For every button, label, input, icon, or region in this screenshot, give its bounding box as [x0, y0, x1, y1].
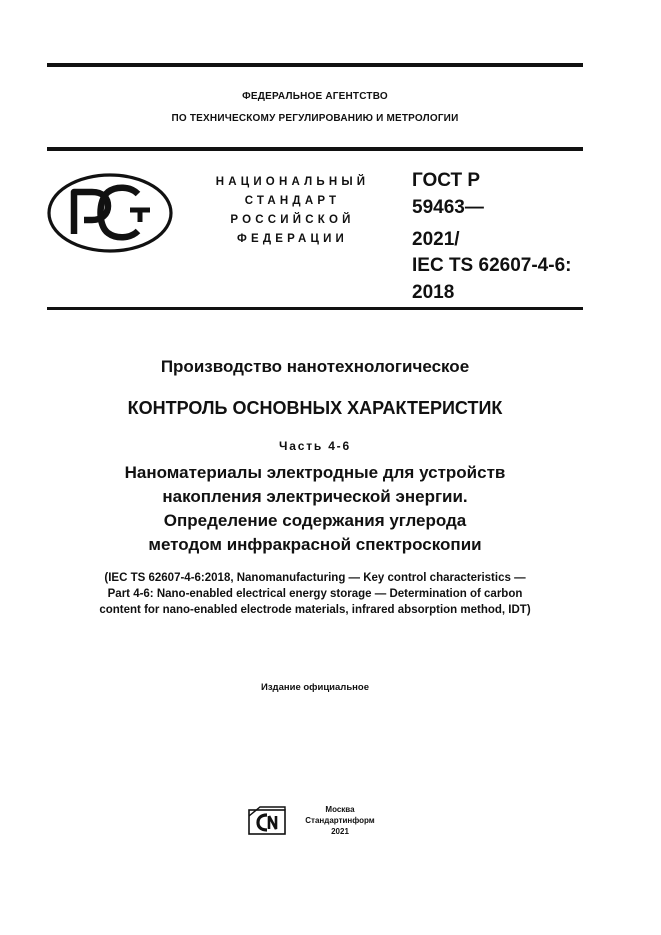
title-part: Часть 4-6	[279, 439, 351, 453]
standard-code-line-3: 2021/	[412, 229, 460, 250]
header-rule	[47, 147, 583, 151]
title-general: Производство нанотехнологическое	[160, 357, 470, 376]
title-sub-line-1: Наноматериалы электродные для устройств	[124, 463, 506, 482]
standard-type-line-1: НАЦИОНАЛЬНЫЙ	[215, 176, 370, 188]
english-title-line-3: content for nano-enabled electrode materials, infrared absorption method, IDT)	[99, 604, 531, 616]
english-title-line-2: Part 4-6: Nano-enabled electrical energy storage — Determination of carbon	[107, 588, 523, 600]
gost-rst-logo	[46, 172, 174, 254]
title-sub-line-4: методом инфракрасной спектроскопии	[148, 535, 482, 554]
standard-code-line-1: ГОСТ Р	[412, 170, 481, 191]
agency-line-1: ФЕДЕРАЛЬНОЕ АГЕНТСТВО	[242, 91, 388, 102]
standartinform-logo	[248, 806, 286, 836]
publisher-city: Москва	[325, 805, 355, 814]
title-rule	[47, 307, 583, 310]
top-rule	[47, 63, 583, 67]
agency-line-2: ПО ТЕХНИЧЕСКОМУ РЕГУЛИРОВАНИЮ И МЕТРОЛОГИИ	[171, 113, 459, 124]
publisher-year: 2021	[331, 827, 349, 836]
title-main: КОНТРОЛЬ ОСНОВНЫХ ХАРАКТЕРИСТИК	[127, 398, 503, 418]
standard-type-line-3: РОССИЙСКОЙ	[230, 214, 355, 226]
standard-type-line-2: СТАНДАРТ	[244, 195, 341, 207]
edition-label: Издание официальное	[261, 682, 369, 693]
standard-code-line-5: 2018	[412, 282, 455, 303]
title-sub-line-3: Определение содержания углерода	[163, 511, 467, 530]
title-sub-line-2: накопления электрической энергии.	[162, 487, 468, 506]
english-title-line-1: (IEC TS 62607-4-6:2018, Nanomanufacturing — Key control characteristics —	[104, 572, 526, 584]
publisher-name: Стандартинформ	[305, 816, 375, 825]
standard-type-line-4: ФЕДЕРАЦИИ	[236, 233, 349, 245]
standard-code-line-2: 59463—	[412, 197, 484, 218]
standard-code-line-4: IEC TS 62607-4-6:	[412, 255, 572, 276]
